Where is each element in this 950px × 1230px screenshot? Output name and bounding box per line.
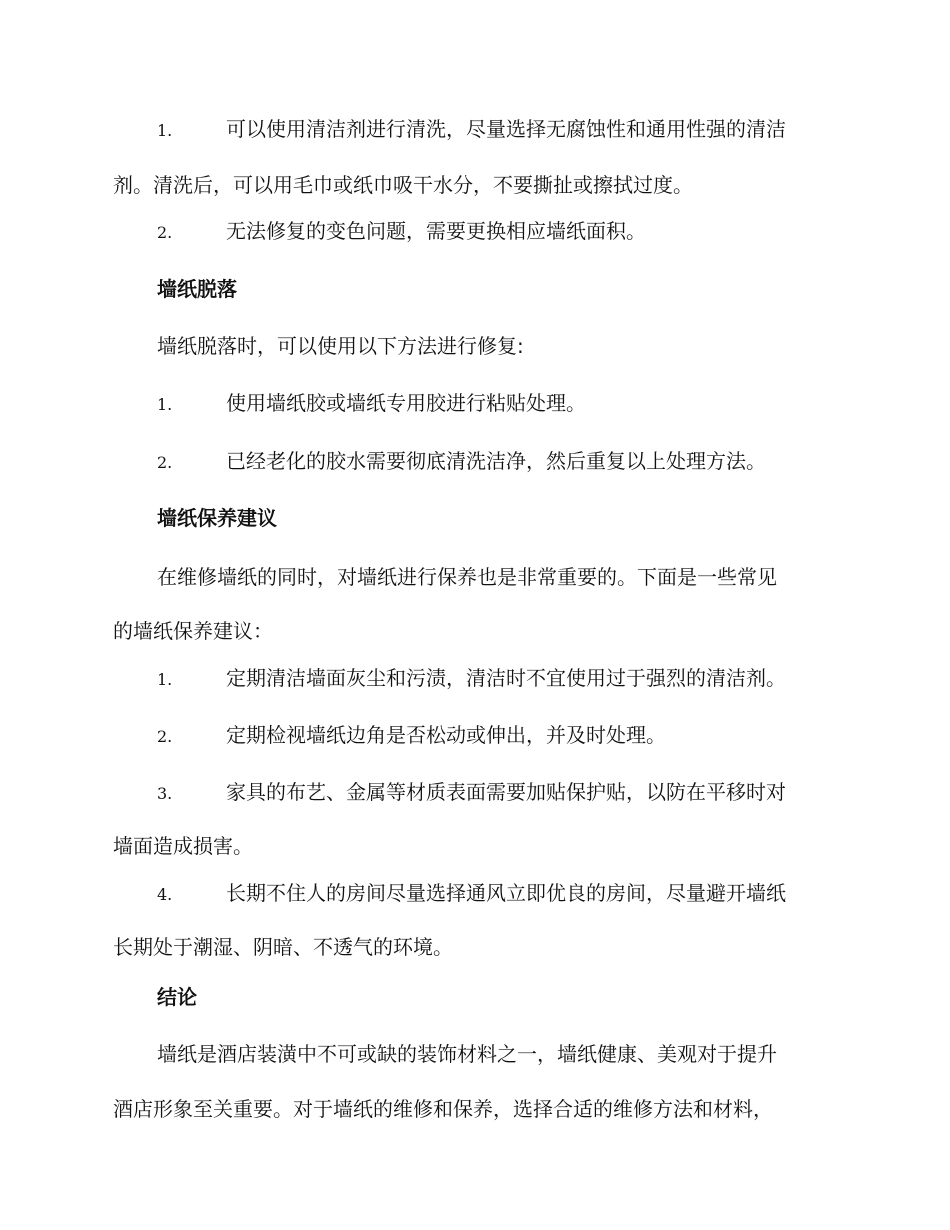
list-number: 4. <box>157 885 173 904</box>
list-number: 1. <box>157 121 173 140</box>
paragraph-text: 墙纸脱落时，可以使用以下方法进行修复: <box>157 334 524 358</box>
list-item-text: 长期不住人的房间尽量选择通风立即优良的房间，尽量避开墙纸 <box>226 881 786 905</box>
paragraph <box>113 327 833 365</box>
paragraph-text-continuation: 的墙纸保养建议： <box>113 619 273 643</box>
paragraph-text: 墙纸是酒店装潢中不可或缺的装饰材料之一，墙纸健康、美观对于提升 <box>157 1042 777 1066</box>
list-item-line <box>113 874 833 912</box>
list-item-line <box>113 659 833 697</box>
list-item-text-continuation: 墙面造成损害。 <box>113 834 253 858</box>
list-item-text-continuation: 长期处于潮湿、阴暗、不透气的环境。 <box>113 935 453 959</box>
section-heading: 墙纸脱落 <box>157 277 237 301</box>
paragraph <box>113 558 833 650</box>
list-item-line <box>113 773 833 811</box>
list-number: 2. <box>157 453 173 472</box>
list-item <box>113 110 833 204</box>
list-number: 1. <box>157 670 173 689</box>
list-number: 1. <box>157 395 173 414</box>
list-item <box>113 874 833 966</box>
list-item-line <box>113 442 833 480</box>
paragraph-text: 在维修墙纸的同时，对墙纸进行保养也是非常重要的。下面是一些常见 <box>157 565 777 589</box>
list-item-text: 家具的布艺、金属等材质表面需要加贴保护贴，以防在平移时对 <box>226 780 786 804</box>
list-number: 2. <box>157 727 173 746</box>
list-number: 2. <box>157 223 173 242</box>
list-item <box>113 384 833 422</box>
list-item <box>113 212 833 250</box>
list-item <box>113 716 833 754</box>
list-item-line <box>113 384 833 422</box>
paragraph-text-continuation: 酒店形象至关重要。对于墙纸的维修和保养，选择合适的维修方法和材料， <box>113 1097 773 1121</box>
list-number: 3. <box>157 784 173 803</box>
list-item-text: 可以使用清洁剂进行清洗，尽量选择无腐蚀性和通用性强的清洁 <box>226 117 786 141</box>
list-item-text: 已经老化的胶水需要彻底清洗洁净，然后重复以上处理方法。 <box>226 449 766 473</box>
list-item-line <box>113 716 833 754</box>
list-item-text: 使用墙纸胶或墙纸专用胶进行粘贴处理。 <box>226 391 586 415</box>
list-item <box>113 773 833 865</box>
list-item-line <box>113 110 833 148</box>
section-heading: 墙纸保养建议 <box>157 506 277 530</box>
list-item-text-continuation: 剂。清洗后，可以用毛巾或纸巾吸干水分，不要撕扯或擦拭过度。 <box>113 173 693 197</box>
list-item <box>113 442 833 480</box>
list-item-line <box>113 212 833 250</box>
list-item-text: 无法修复的变色问题，需要更换相应墙纸面积。 <box>226 219 646 243</box>
list-item-text: 定期清洁墙面灰尘和污渍，清洁时不宜使用过于强烈的清洁剂。 <box>226 666 786 690</box>
list-item-text: 定期检视墙纸边角是否松动或伸出，并及时处理。 <box>226 723 666 747</box>
paragraph <box>113 1035 833 1128</box>
list-item <box>113 659 833 697</box>
section-heading: 结论 <box>157 985 197 1009</box>
